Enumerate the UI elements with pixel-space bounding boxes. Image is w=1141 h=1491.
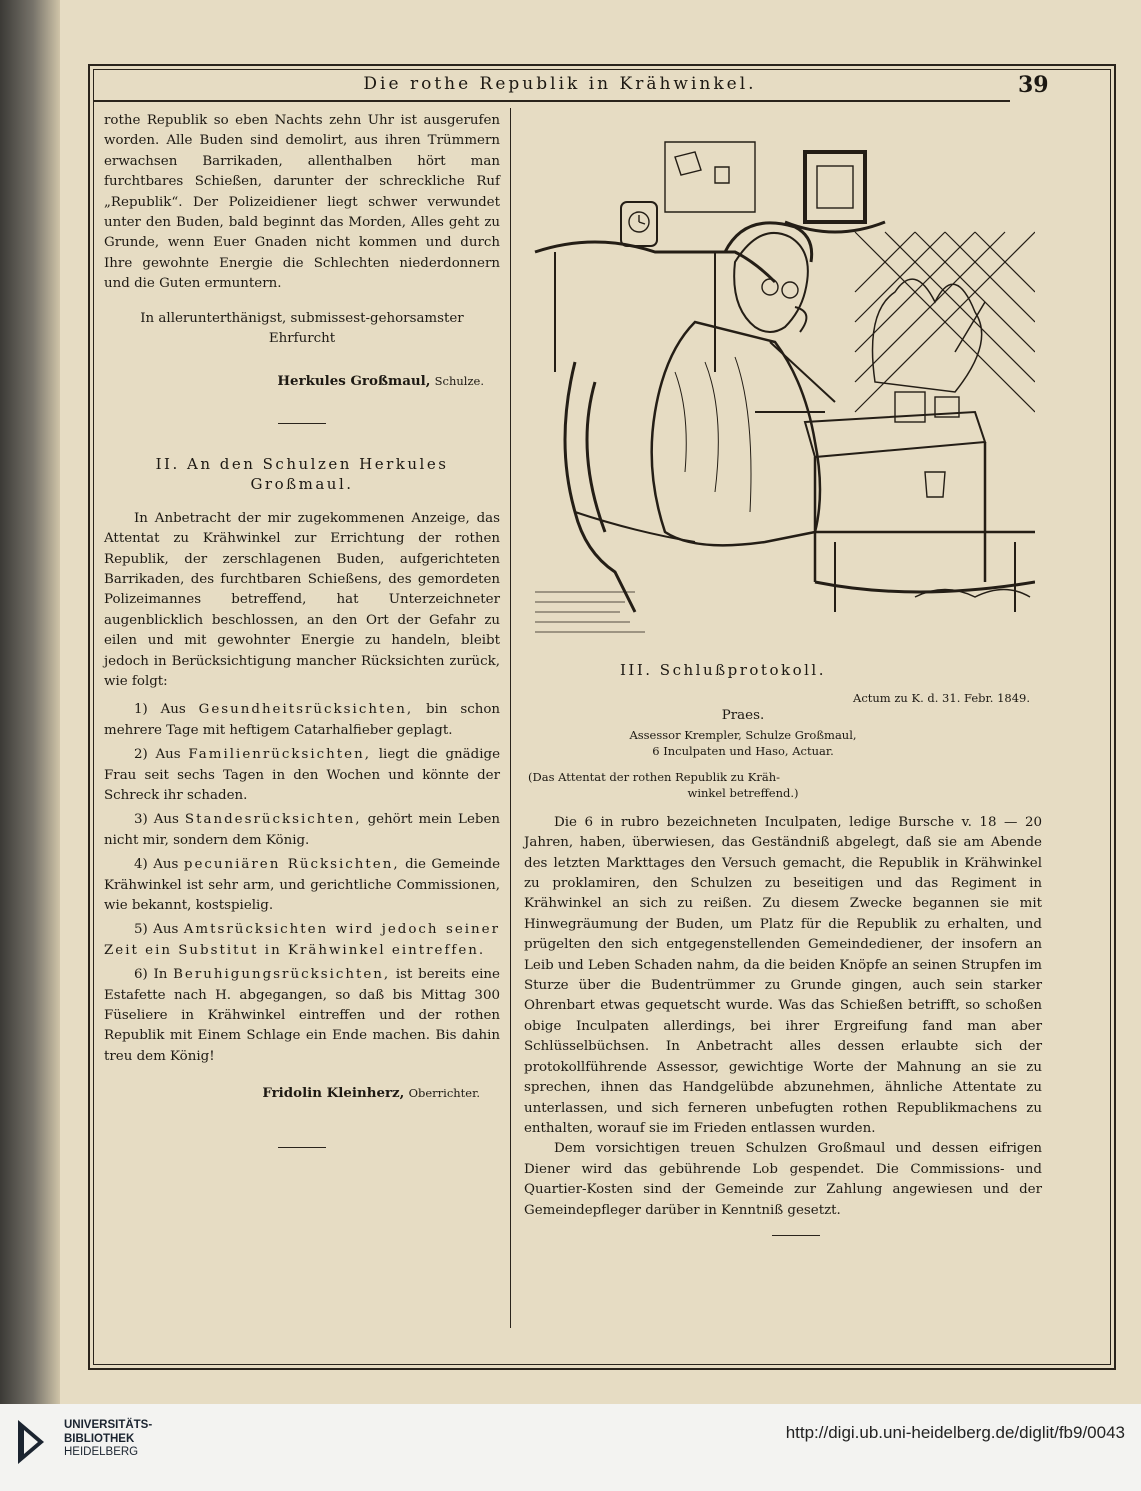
reason-number: 6) In xyxy=(134,967,168,983)
reason-item xyxy=(104,810,500,851)
signature-name: Herkules Großmaul, xyxy=(277,373,431,390)
reasons-list xyxy=(104,700,500,1067)
signature-block-1 xyxy=(104,371,500,392)
protocol-conclusion: Dem vorsichtigen treuen Schulzen Großmaul und dessen eifrigen Diener wird das gebührende Lob gespendet. Die Commissions- und Quartier-Kosten sind der Gemeinde zur Zahlung angewiesen und der Gemeindepfleger darüber in Kenntniß gesetzt. xyxy=(524,1141,1042,1218)
signature-block-2 xyxy=(104,1083,500,1104)
picture-frame xyxy=(805,152,865,222)
reason-number: 1) Aus xyxy=(134,702,186,718)
running-title: Die rothe Republik in Krähwinkel. xyxy=(363,74,757,94)
library-logo-icon xyxy=(14,1416,48,1468)
figure-head xyxy=(734,233,808,332)
reason-keyword: Beruhigungsrücksichten, xyxy=(173,967,391,983)
library-name-line-1: UNIVERSITÄTS- xyxy=(64,1419,153,1431)
letter-text: rothe Republik so eben Nachts zehn Uhr ist ausgerufen worden. Alle Buden sind demolirt, aus ihren Trümmern erwachsen Barrikaden, allenthalben hört man furchtbares Schießen, darunter der schreckliche Ruf „Republik“. Der Polizeidiener liegt schwer verwundet unter den Buden, bald beginnt das Morden, Alles geht zu Grunde, wenn Euer Gnaden nicht kommen und durch Ihre gewohnte Energie die Schlechten niederdonnern und die Guten ermuntern. xyxy=(104,113,500,292)
signature-role: Oberrichter. xyxy=(408,1086,480,1101)
spectacles-right xyxy=(782,282,798,298)
figure-robe xyxy=(652,322,820,545)
left-column xyxy=(104,111,500,1148)
engraving-illustration xyxy=(515,112,1035,652)
section-title-2: II. An den Schulzen Herkules Großmaul. xyxy=(155,454,449,494)
decree-text: In Anbetracht der mir zugekommenen Anzeige, das Attentat zu Krähwinkel zur Errichtung der rothen Republik, der zerschlagenen Buden, aufgerichteten Barrikaden, des furchtbaren Schießens, des gemordeten Polizeimannes betreffend, hat Unterzeichneter augenblicklich beschlossen, an den Ort der Gefahr zu eilen und mit gewohnter Energie zu handeln, bleibt jedoch in Berücksichtigung mancher Rücksichten zurück, wie folgt: xyxy=(104,510,500,689)
reason-number: 4) Aus xyxy=(134,857,179,873)
reason-text: die Gemeinde Krähwinkel ist sehr arm, und gerichtliche Commissionen, wie bekannt, kostspielig. xyxy=(104,857,500,913)
reason-keyword: Familienrücksichten, xyxy=(188,747,371,763)
library-name-line-3: HEIDELBERG xyxy=(64,1446,139,1458)
flower-pot xyxy=(895,392,925,422)
protocol-text: Die 6 in rubro bezeichneten Inculpaten, ledige Bursche v. 18 — 20 Jahren, haben, überwiesen, das Geständniß abgelegt, daß sie am Abende des letzten Markttages den Versuch gemacht, die Republik in Krähwinkel zu proklamiren, den Schulzen zu beseitigen und das Regiment in Krähwinkel an sich zu reißen. Zu diesem Zwecke begannen sie mit Hinwegräumung der Buden, um Platz für die Republik zu erhalten, und prügelten den sich entgegenstellenden Gemeindediener, der insofern an Leib und Leben Schaden nahm, da die beiden Knöpfe an seinen Strupfen im Sturze über die Budentrümmer zu Grunde gingen, auch sein starker Ohrenbart etwas gequetscht wurde. Was das Schießen betrifft, so schoßen obige Inculpaten allerdings, bei ihrer Ergreifung fand man aber Schlüsselbüchsen. In Anbetracht alles dessen erlaubte sich der protokollführende Assessor, gewichtige Worte der Mahnung an sie zu sprechen, ihnen das Handgelübde abzunehmen, ähnliche Attentate zu unterlassen, und sich ferneren unbefugten rothen Republikmachens zu enthalten, worauf sie im Frieden entlassen wurden. xyxy=(524,814,1042,1136)
closing-line-2: Ehrfurcht xyxy=(268,331,336,347)
wall-scribbles xyxy=(675,152,729,183)
reason-item xyxy=(104,920,500,961)
permalink-url[interactable]: http://digi.ub.uni-heidelberg.de/diglit/fb9/0043 xyxy=(785,1423,1125,1442)
reason-text: gehört mein Leben nicht mir, sondern dem König. xyxy=(104,812,500,848)
section-separator xyxy=(772,1235,820,1236)
reason-keyword: pecuniären Rücksichten, xyxy=(183,857,400,873)
section-title-3: III. Schlußprotokoll. xyxy=(620,661,826,679)
right-column xyxy=(524,660,1042,1236)
praes-line: Praes. xyxy=(721,708,765,724)
reason-keyword: Gesundheitsrücksichten, xyxy=(198,702,414,718)
actum-line: Actum zu K. d. 31. Febr. 1849. xyxy=(853,691,1030,706)
present-line-2: 6 Inculpaten und Haso, Actuar. xyxy=(652,743,834,758)
window-lattice xyxy=(855,232,1035,412)
signature-role: Schulze. xyxy=(434,374,484,389)
reason-text: liegt die gnädige Frau seit sechs Tagen in den Wochen und könnte der Schreck ihr schaden. xyxy=(104,747,500,803)
reason-item xyxy=(104,700,500,741)
section-separator xyxy=(278,1147,326,1148)
reason-number: 2) Aus xyxy=(134,747,181,763)
column-divider xyxy=(510,108,511,1328)
reason-item xyxy=(104,855,500,916)
reason-keyword: Amtsrücksichten wird jedoch seiner Zeit ein Substitut in Krähwinkel eintreffen. xyxy=(104,922,500,958)
mantel-clock xyxy=(621,202,657,246)
binding-shadow xyxy=(0,0,60,1404)
page-number: 39 xyxy=(1018,72,1049,98)
reason-item xyxy=(104,745,500,806)
reason-number: 5) Aus xyxy=(134,922,179,938)
reason-number: 3) Aus xyxy=(134,812,179,828)
desk-body xyxy=(815,442,1035,582)
picture-frame-inner xyxy=(817,166,853,208)
spectacles-left xyxy=(762,279,778,295)
subject-line-1: (Das Attentat der rothen Republik zu Kräh- xyxy=(528,769,781,784)
subject-line-2: winkel betreffend.) xyxy=(687,785,799,800)
present-line-1: Assessor Krempler, Schulze Großmaul, xyxy=(629,727,857,742)
closing-line-1: In allerunterthänigst, submissest-gehorsamster xyxy=(140,310,464,326)
reason-text: ist bereits eine Estafette nach H. abgegangen, so daß bis Mittag 300 Füseliere in Krähwinkel eintreffen und der rothen Republik mit Einem Schlage ein Ende machen. Bis dahin treu dem König! xyxy=(104,967,500,1064)
reason-item xyxy=(104,965,500,1067)
header-rule xyxy=(93,100,1010,102)
chair xyxy=(565,362,635,612)
reason-text: bin schon mehrere Tage mit heftigem Catarhalfieber geplagt. xyxy=(104,702,501,738)
reason-keyword: Standesrücksichten, xyxy=(184,812,362,828)
library-name xyxy=(64,1419,152,1460)
library-name-line-2: BIBLIOTHEK xyxy=(64,1432,135,1445)
wall-paper-sheet xyxy=(665,142,755,212)
cup xyxy=(925,472,945,497)
signature-name: Fridolin Kleinherz, xyxy=(262,1085,405,1102)
library-footer xyxy=(0,1404,1141,1491)
